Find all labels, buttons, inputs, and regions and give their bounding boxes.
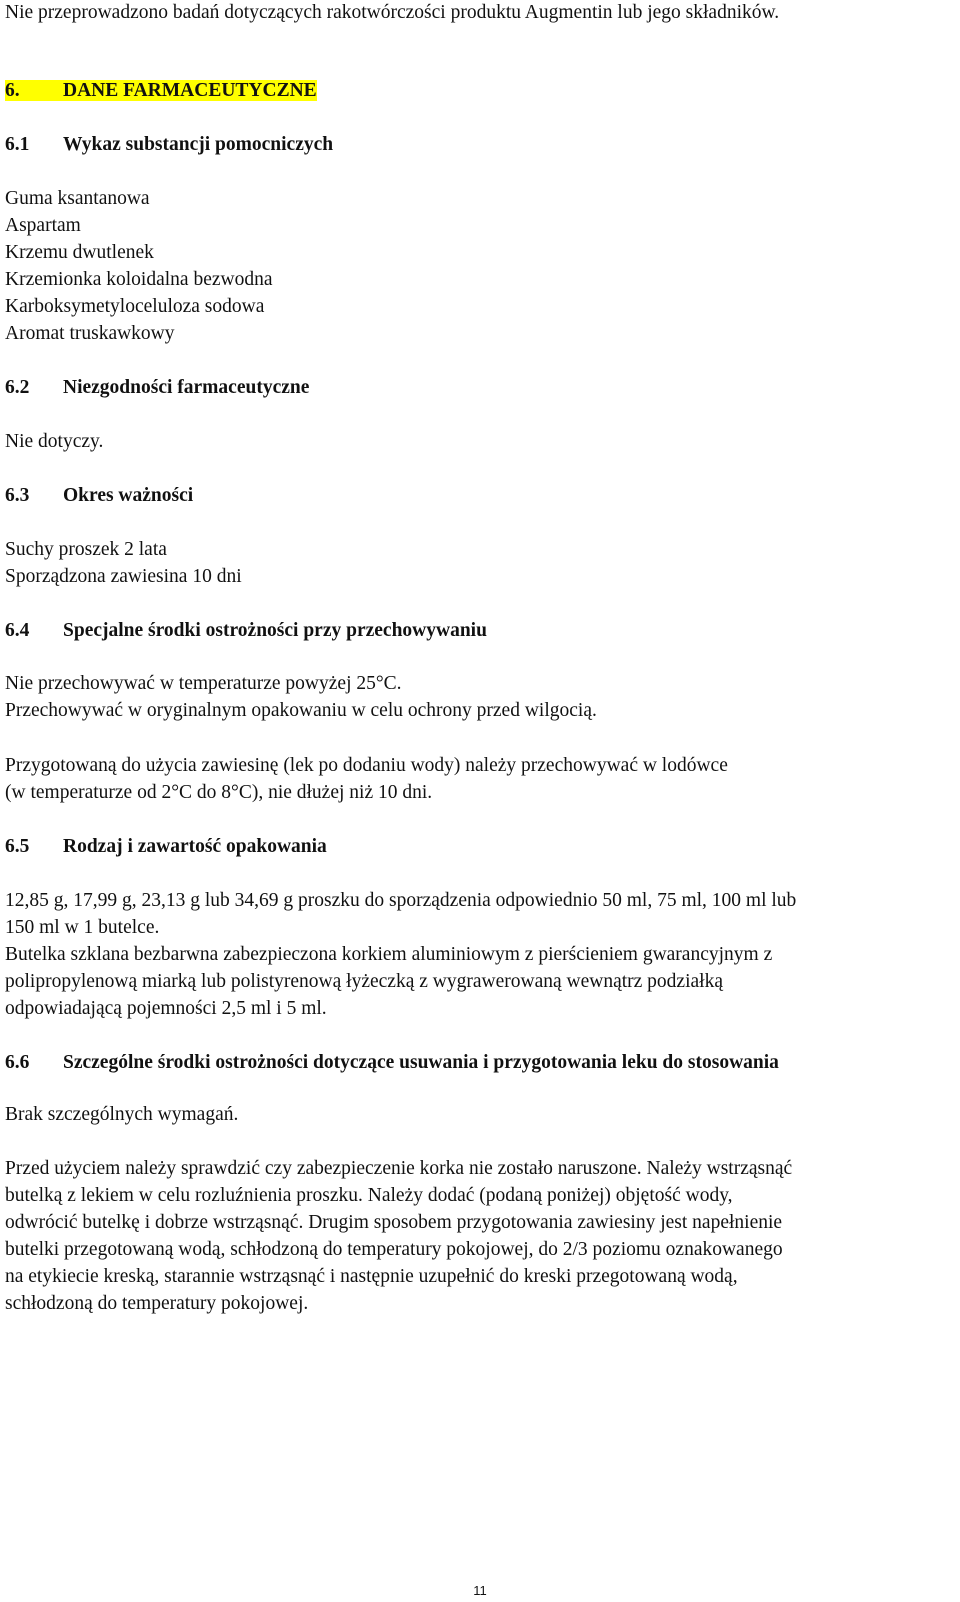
section-title: Okres ważności — [63, 485, 194, 506]
section-title: Niezgodności farmaceutyczne — [63, 377, 310, 398]
excipient-item: Krzemu dwutlenek — [5, 242, 154, 263]
body-line: schłodzoną do temperatury pokojowej. — [5, 1293, 309, 1314]
body-line: Przechowywać w oryginalnym opakowaniu w celu ochrony przed wilgocią. — [5, 700, 597, 721]
body-line: Nie przechowywać w temperaturze powyżej 25°C. — [5, 673, 402, 694]
section-title: Rodzaj i zawartość opakowania — [63, 836, 327, 857]
excipient-item: Guma ksantanowa — [5, 188, 150, 209]
body-line: butelki przegotowaną wodą, schłodzoną do temperatury pokojowej, do 2/3 poziomu oznakowanego — [5, 1239, 783, 1260]
section-title: Specjalne środki ostrożności przy przechowywaniu — [63, 620, 487, 641]
section-6-6-heading — [5, 1049, 779, 1076]
excipient-item: Karboksymetyloceluloza sodowa — [5, 296, 265, 317]
section-number: 6.5 — [5, 836, 30, 857]
excipient-item: Krzemionka koloidalna bezwodna — [5, 269, 273, 290]
section-title: DANE FARMACEUTYCZNE — [63, 80, 317, 101]
body-line: odpowiadającą pojemności 2,5 ml i 5 ml. — [5, 998, 327, 1019]
section-6-heading — [5, 77, 317, 104]
body-line: 150 ml w 1 butelce. — [5, 917, 160, 938]
body-line: butelką z lekiem w celu rozluźnienia proszku. Należy dodać (podaną poniżej) objętość wody, — [5, 1185, 733, 1206]
section-number: 6.3 — [5, 485, 30, 506]
section-6-1-heading — [5, 131, 333, 158]
section-number: 6. — [5, 80, 20, 101]
body-line: 12,85 g, 17,99 g, 23,13 g lub 34,69 g proszku do sporządzenia odpowiednio 50 ml, 75 ml, 100 ml lub — [5, 890, 797, 911]
excipient-item: Aspartam — [5, 215, 81, 236]
section-6-5-heading — [5, 833, 327, 860]
body-line: Przygotowaną do użycia zawiesinę (lek po dodaniu wody) należy przechowywać w lodówce — [5, 755, 728, 776]
section-title: Szczególne środki ostrożności dotyczące usuwania i przygotowania leku do stosowania — [63, 1052, 779, 1073]
body-line: odwrócić butelkę i dobrze wstrząsnąć. Drugim sposobem przygotowania zawiesiny jest napełnienie — [5, 1212, 783, 1233]
body-line: na etykiecie kreską, starannie wstrząsnąć i następnie uzupełnić do kreski przegotowaną wodą, — [5, 1266, 738, 1287]
body-line: Brak szczególnych wymagań. — [5, 1104, 239, 1125]
body-line: (w temperaturze od 2°C do 8°C), nie dłużej niż 10 dni. — [5, 782, 433, 803]
section-6-2-heading — [5, 374, 309, 401]
body-line: Sporządzona zawiesina 10 dni — [5, 566, 242, 587]
section-number: 6.6 — [5, 1052, 30, 1073]
intro-text: Nie przeprowadzono badań dotyczących rakotwórczości produktu Augmentin lub jego składników. — [5, 2, 780, 23]
page-number: 11 — [473, 1583, 487, 1598]
excipient-item: Aromat truskawkowy — [5, 323, 175, 344]
body-line: Nie dotyczy. — [5, 431, 104, 452]
section-number: 6.2 — [5, 377, 30, 398]
body-line: Butelka szklana bezbarwna zabezpieczona korkiem aluminiowym z pierścieniem gwarancyjnym z — [5, 944, 773, 965]
section-number: 6.4 — [5, 620, 30, 641]
body-line: polipropylenową miarką lub polistyrenową łyżeczką z wygrawerowaną wewnątrz podziałką — [5, 971, 723, 992]
body-line: Przed użyciem należy sprawdzić czy zabezpieczenie korka nie zostało naruszone. Należy wstrząsnąć — [5, 1158, 793, 1179]
section-number: 6.1 — [5, 134, 30, 155]
section-6-3-heading — [5, 482, 193, 509]
body-line: Suchy proszek 2 lata — [5, 539, 167, 560]
section-6-4-heading — [5, 617, 487, 644]
section-title: Wykaz substancji pomocniczych — [63, 134, 334, 155]
